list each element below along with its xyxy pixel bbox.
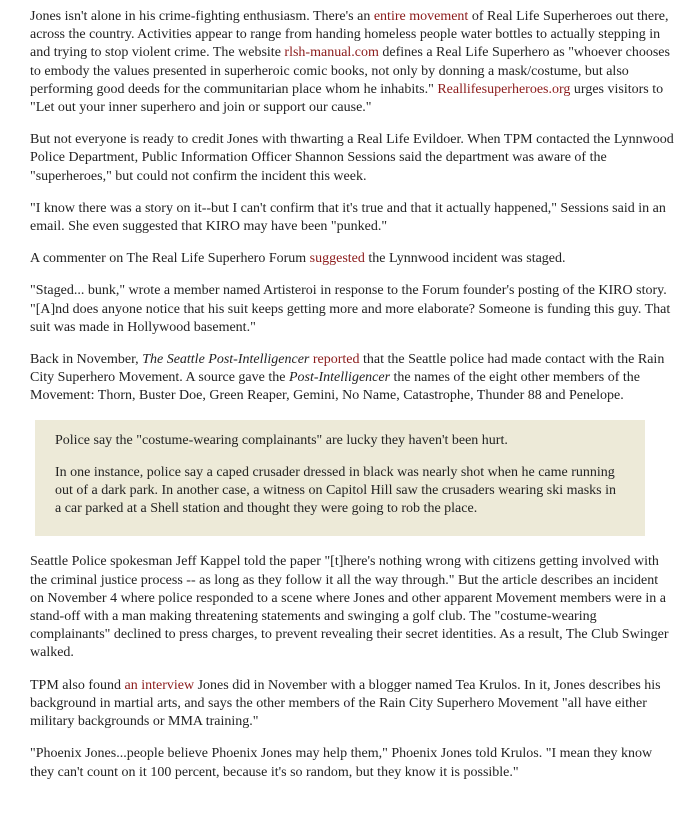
publication-name: Post-Intelligencer	[288, 370, 391, 386]
publication-name: The Seattle Post-Intelligencer	[142, 352, 310, 368]
paragraph-kappel-statement: Seattle Police spokesman Jeff Kappel told the paper "[t]here's nothing wrong with citizens getting involved with the criminal justice process -- as long as they follow it all the way through." But the article describes an incident on November 4 where police responded to a scene where Jones and other apparent Movement members were in a stand-off with a man making threatening statements and swinging a golf club. The "costume-wearing complainants" declined to press charges, to prevent revealing their secret identities. As a result, The Club Swinger walked.	[30, 554, 669, 661]
text: that the Seattle police had made contact with the Rain City Superhero Movement. A source gave the	[30, 352, 665, 386]
text: urges visitors to "Let out your inner superhero and join or support our cause."	[30, 81, 664, 116]
paragraph-forum-commenter	[30, 250, 675, 268]
text: defines a Real Life Superhero as "whoever chooses to embody the values presented in superheroic comic books, not only by donning a mask/costume, but also performing good deeds for the communitarian place whom he inhabits."	[30, 45, 670, 97]
paragraph-artisteroi-quote: "Staged... bunk," wrote a member named Artisteroi in response to the Forum founder's posting of the KIRO story. "[A]nd does anyone notice that his suit keeps getting more and more elaborate? Someone is funding this guy. That suit was made in Hollywood basement."	[30, 283, 671, 335]
blockquote-paragraph: In one instance, police say a caped crusader dressed in black was nearly shot when he came running out of a dark park. In another case, a witness on Capitol Hill saw the crusaders wearing ski masks in a car parked at a Shell station and thought they were going to rob the place.	[55, 464, 617, 517]
reported-link[interactable]: reported	[312, 352, 360, 368]
paragraph-police-department: But not everyone is ready to credit Jones with thwarting a Real Life Evildoer. When TPM contacted the Lynnwood Police Department, Public Information Officer Shannon Sessions said the department was aware of the "superheroes," but could not confirm the incident this week.	[30, 132, 674, 184]
rlsh-manual-link[interactable]: rlsh-manual.com	[284, 45, 379, 61]
paragraph-seattle-pi	[30, 351, 675, 406]
suggested-link[interactable]: suggested	[309, 251, 365, 267]
paragraph-phoenix-jones-quote: "Phoenix Jones...people believe Phoenix Jones may help them," Phoenix Jones told Krulos. "I mean they know they can't count on it 100 percent, because it's so random, but they know it is possible."	[30, 746, 653, 780]
text: the Lynnwood incident was staged.	[364, 251, 566, 267]
blockquote	[35, 420, 645, 537]
blockquote-paragraph: Police say the "costume-wearing complainants" are lucky they haven't been hurt.	[55, 432, 508, 448]
paragraph-real-life-superheroes	[30, 8, 675, 117]
text: Back in November,	[30, 352, 143, 368]
interview-link[interactable]: an interview	[124, 677, 195, 693]
entire-movement-link[interactable]: entire movement	[373, 9, 469, 24]
text: A commenter on The Real Life Superhero Forum	[30, 251, 310, 267]
paragraph-sessions-quote: "I know there was a story on it--but I can't confirm that it's true and that it actually happened," Sessions said in an email. She even suggested that KIRO may have been "punked."	[30, 200, 666, 235]
paragraph-krulos-interview	[30, 677, 675, 732]
text: the names of the eight other members of the Movement: Thorn, Buster Doe, Green Reaper, Gemini, No Name, Catastrophe, Thunder 88 and Penelope.	[30, 370, 641, 404]
text: TPM also found	[30, 677, 125, 693]
reallifesuperheroes-link[interactable]: Reallifesuperheroes.org	[437, 81, 571, 97]
text: of Real Life Superheroes out there, across the country. Activities appear to range from handing homeless people water bottles to actually stepping in and trying to stop violent crime. The website	[30, 9, 669, 61]
text: Jones isn't alone in his crime-fighting enthusiasm. There's an	[30, 9, 374, 24]
text: Jones did in November with a blogger named Tea Krulos. In it, Jones describes his background in martial arts, and says the other members of the Rain City Superhero Movement "all have either military backgrounds or MMA training."	[30, 677, 661, 730]
